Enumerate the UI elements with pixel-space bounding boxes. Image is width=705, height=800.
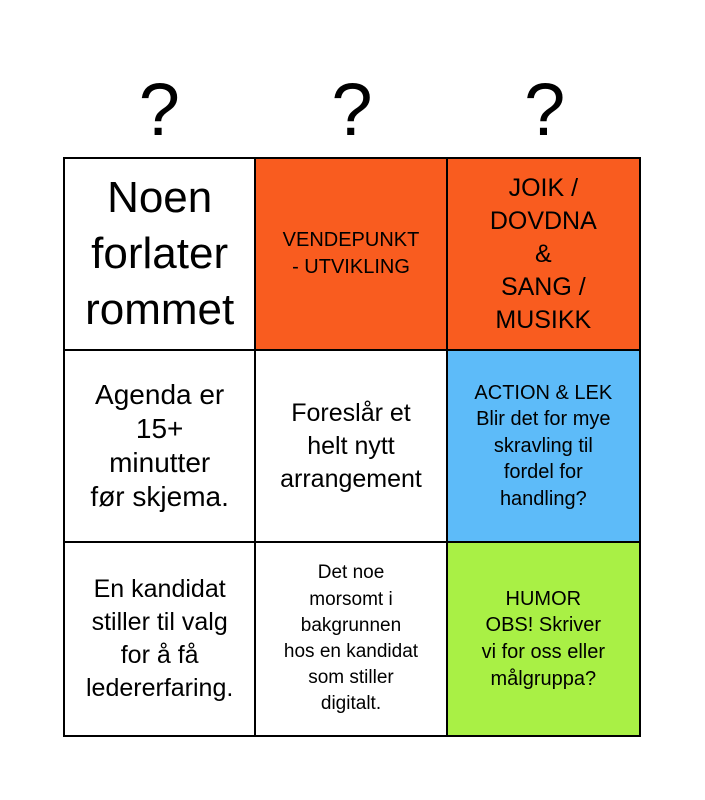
bingo-cell-r3c2[interactable]: Det noe morsomt i bakgrunnen hos en kandidat som stiller digitalt. (256, 543, 447, 735)
bingo-cell-r2c1[interactable]: Agenda er 15+ minutter før skjema. (65, 351, 256, 543)
column-header-3: ? (524, 68, 566, 151)
bingo-cell-r2c2[interactable]: Foreslår et helt nytt arrangement (256, 351, 447, 543)
bingo-cell-r1c3[interactable]: JOIK / DOVDNA & SANG / MUSIKK (448, 159, 639, 351)
bingo-cell-r2c3[interactable]: ACTION & LEK Blir det for mye skravling til fordel for handling? (448, 351, 639, 543)
column-header-2: ? (331, 68, 373, 151)
column-header-1: ? (138, 68, 180, 151)
bingo-cell-r1c2[interactable]: VENDEPUNKT - UTVIKLING (256, 159, 447, 351)
bingo-board (63, 157, 641, 737)
column-headers (63, 70, 641, 150)
bingo-cell-r3c1[interactable]: En kandidat stiller til valg for å få ledererfaring. (65, 543, 256, 735)
bingo-cell-r1c1[interactable]: Noen forlater rommet (65, 159, 256, 351)
bingo-cell-r3c3[interactable]: HUMOR OBS! Skriver vi for oss eller målgruppa? (448, 543, 639, 735)
